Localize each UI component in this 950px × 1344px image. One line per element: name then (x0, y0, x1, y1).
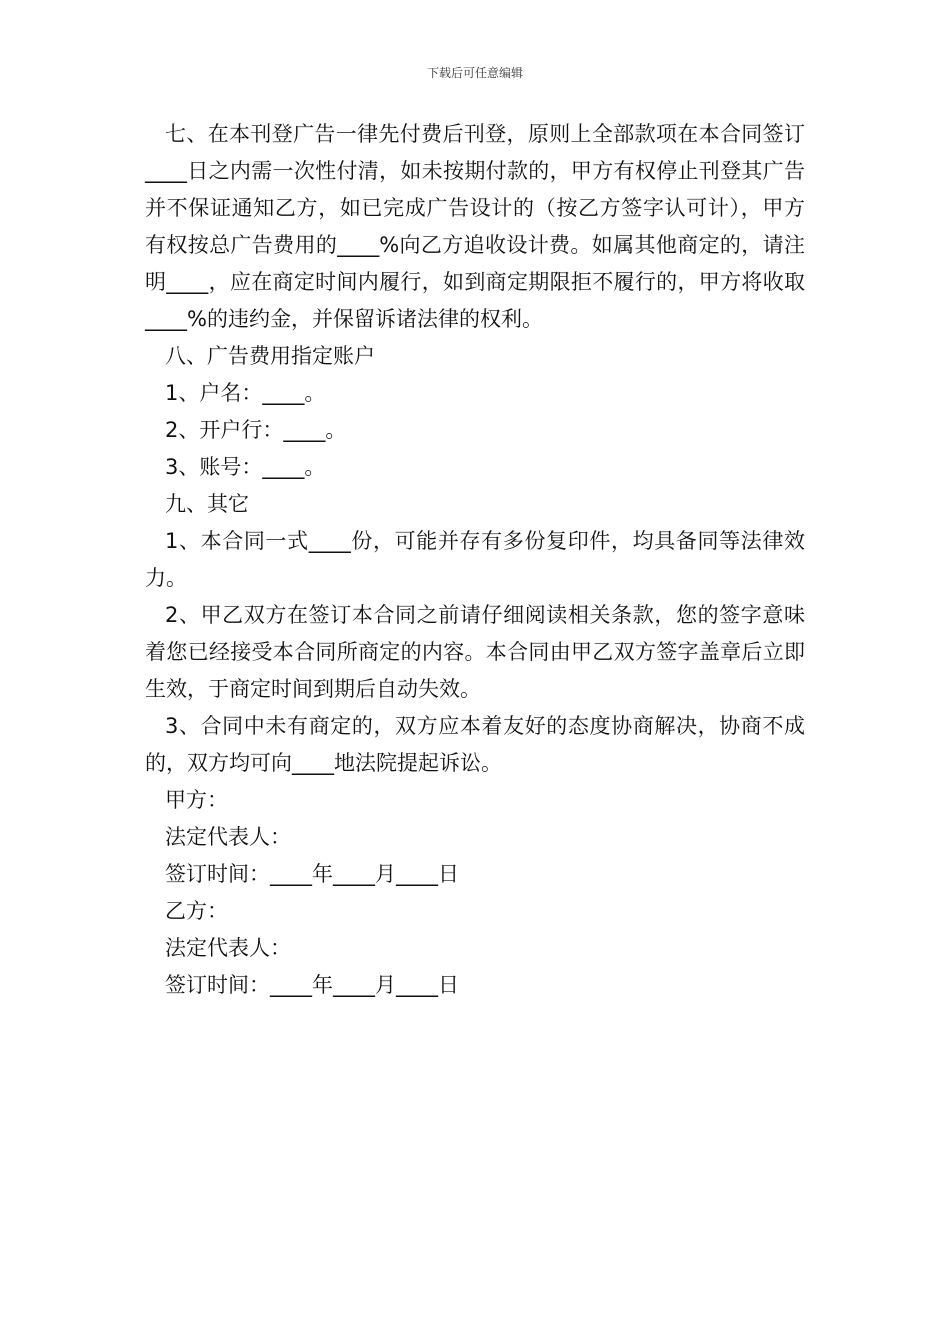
party-a-label: 甲方： (165, 788, 228, 812)
party-b-representative: 法定代表人： (165, 936, 291, 960)
other-item-2: 2、甲乙双方在签订本合同之前请仔细阅读相关条款，您的签字意味着您已经接受本合同所商定的内容。本合同由甲乙双方签字盖章后立即生效，于商定时间到期后自动失效。 (145, 603, 805, 701)
account-name: 1、户名：____。 (165, 381, 326, 405)
other-item-1: 1、本合同一式____份，可能并存有多份复印件，均具备同等法律效力。 (145, 529, 805, 590)
page-header: 下载后可任意编辑 (426, 66, 523, 80)
clause-9-heading: 九、其它 (165, 492, 249, 516)
account-bank: 2、开户行：____。 (165, 418, 347, 442)
document-body (145, 116, 805, 1004)
party-a-representative: 法定代表人： (165, 825, 291, 849)
account-number: 3、账号：____。 (165, 455, 326, 479)
party-b-label: 乙方： (165, 899, 228, 923)
other-item-3: 3、合同中未有商定的，双方应本着友好的态度协商解决，协商不成的，双方均可向____地法院提起诉讼。 (145, 714, 805, 775)
party-b-sign-date: 签订时间：____年____月____日 (165, 973, 459, 997)
party-a-sign-date: 签订时间：____年____月____日 (165, 862, 459, 886)
clause-8-heading: 八、广告费用指定账户 (165, 344, 375, 368)
clause-7-payment: 七、在本刊登广告一律先付费后刊登，原则上全部款项在本合同签订____日之内需一次性付清，如未按期付款的，甲方有权停止刊登其广告并不保证通知乙方，如已完成广告设计的（按乙方签字认可计），甲方有权按总广告费用的____%向乙方追收设计费。如属其他商定的，请注明____，应在商定时间内履行，如到商定期限拒不履行的，甲方将收取____%的违约金，并保留诉诸法律的权利。 (145, 122, 805, 331)
